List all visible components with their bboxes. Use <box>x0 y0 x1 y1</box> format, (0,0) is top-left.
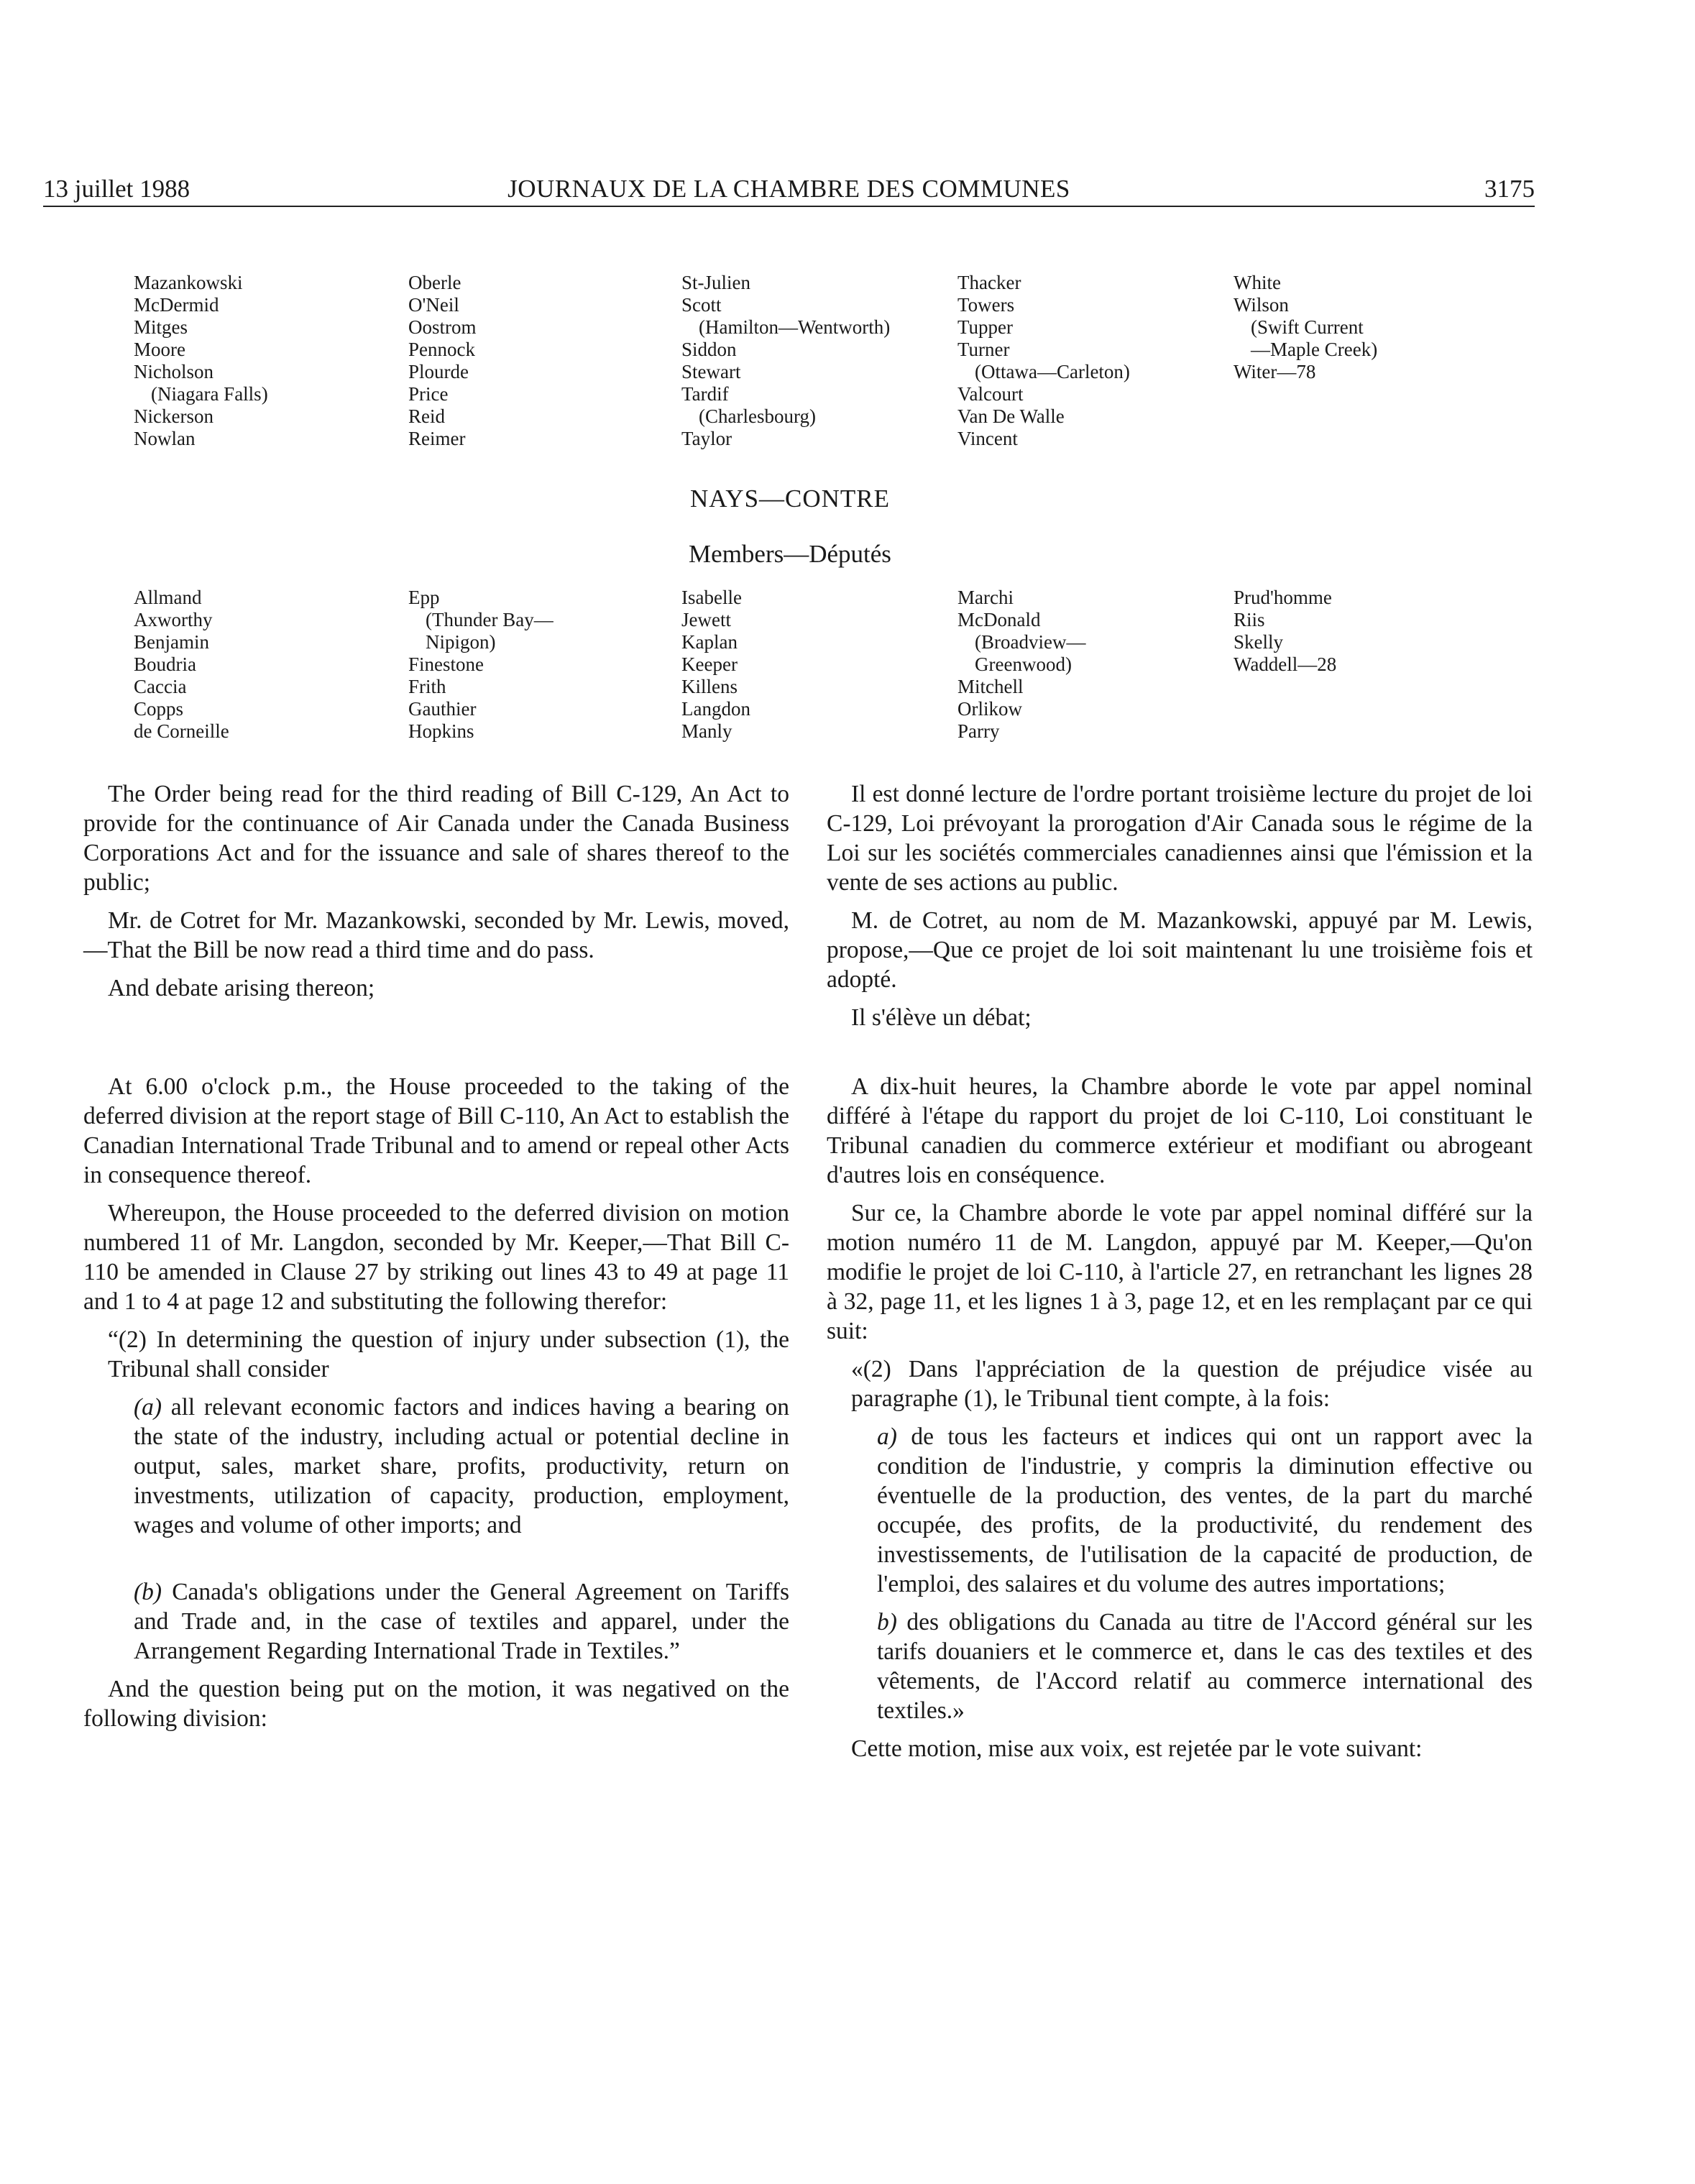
yeas-column-2 <box>408 272 477 450</box>
clause-b <box>83 1577 789 1666</box>
paragraph: Whereupon, the House proceeded to the deferred division on motion numbered 11 of Mr. Langdon, seconded by Mr. Keeper,—That Bill C-110 be amended in Clause 27 by striking out lines 43 to 49 at page 11 and 1 to 4 at page 12 and substituting the following therefor: <box>83 1200 789 1315</box>
member-name: Witer—78 <box>1234 361 1316 382</box>
paragraph: The Order being read for the third reading of Bill C-129, An Act to provide for the continuance of Air Canada under the Canada Business Corporations Act and for the issuance and sale of shares thereof to the public; <box>83 781 789 896</box>
member-name: Valcourt <box>957 383 1024 405</box>
member-name: Kaplan <box>681 631 738 653</box>
member-name: St-Julien <box>681 272 751 293</box>
member-name: Boudria <box>134 653 196 675</box>
member-name: Prud'homme <box>1234 587 1332 608</box>
member-name: Vincent <box>957 428 1018 449</box>
clause-letter: (a) <box>134 1394 162 1421</box>
nays-column-2 <box>408 587 553 743</box>
member-name: Nicholson <box>134 361 213 382</box>
member-name: Marchi <box>957 587 1014 608</box>
french-column-lower <box>827 1072 1533 1772</box>
clause-text: des obligations du Canada au titre de l'Accord général sur les tarifs douaniers et le commerce et, dans le cas des textiles et des vêtements, de l'Accord relatif au commerce international des textiles.» <box>877 1609 1533 1724</box>
member-name: Mazankowski <box>134 272 243 293</box>
member-name: Thacker <box>957 272 1021 293</box>
member-name: Nowlan <box>134 428 196 449</box>
paragraph: M. de Cotret, au nom de M. Mazankowski, appuyé par M. Lewis, propose,—Que ce projet de loi soit maintenant lu une troisième fois et adopté. <box>827 907 1533 993</box>
member-riding: (Niagara Falls) <box>151 383 268 405</box>
member-name: Epp <box>408 587 440 608</box>
member-name: Jewett <box>681 609 731 630</box>
yeas-column-5 <box>1234 272 1377 383</box>
nays-column-5 <box>1234 587 1336 676</box>
nays-column-1 <box>134 587 229 743</box>
member-name: Orlikow <box>957 698 1022 720</box>
member-riding: (Thunder Bay— <box>426 609 553 630</box>
clause-a <box>827 1422 1533 1599</box>
member-name: White <box>1234 272 1281 293</box>
member-name: Towers <box>957 294 1015 316</box>
clause-letter: b) <box>877 1609 897 1635</box>
clause-letter: (b) <box>134 1579 162 1605</box>
yeas-column-3 <box>681 272 890 450</box>
member-riding: (Charlesbourg) <box>699 405 816 427</box>
english-column-upper <box>83 779 789 1011</box>
member-name: Plourde <box>408 361 469 382</box>
nays-column-4 <box>957 587 1085 743</box>
member-name: Oostrom <box>408 316 477 338</box>
member-name: Isabelle <box>681 587 742 608</box>
member-name: Benjamin <box>134 631 209 653</box>
clause-letter: a) <box>877 1423 897 1450</box>
member-name: Parry <box>957 720 1000 742</box>
nays-heading: NAYS—CONTRE <box>689 485 891 513</box>
member-name: Finestone <box>408 653 484 675</box>
member-name: Gauthier <box>408 698 477 720</box>
member-name: Stewart <box>681 361 741 382</box>
paragraph: Cette motion, mise aux voix, est rejetée par le vote suivant: <box>851 1735 1423 1762</box>
member-name: Reid <box>408 405 445 427</box>
members-heading: Members—Députés <box>689 540 891 568</box>
member-name: Mitges <box>134 316 188 338</box>
yeas-column-1 <box>134 272 268 450</box>
member-riding: Nipigon) <box>426 631 496 653</box>
member-name: Keeper <box>681 653 738 675</box>
member-name: Moore <box>134 339 185 360</box>
clause-text: Canada's obligations under the General Agreement on Tariffs and Trade and, in the case of textiles and apparel, under the Arrangement Regarding International Trade in Textiles.” <box>134 1579 789 1664</box>
member-riding: (Broadview— <box>975 631 1086 653</box>
member-riding: (Hamilton—Wentworth) <box>699 316 891 338</box>
member-name: Taylor <box>681 428 732 449</box>
member-name: O'Neil <box>408 294 459 316</box>
member-name: Frith <box>408 676 446 697</box>
paragraph: And the question being put on the motion, it was negatived on the following division: <box>83 1676 789 1732</box>
quoted-amendment: “(2) In determining the question of injury under subsection (1), the Tribunal shall consider <box>108 1326 789 1382</box>
member-name: Siddon <box>681 339 737 360</box>
member-name: McDermid <box>134 294 219 316</box>
member-name: Van De Walle <box>957 405 1065 427</box>
member-name: de Corneille <box>134 720 229 742</box>
paragraph: At 6.00 o'clock p.m., the House proceeded to the taking of the deferred division at the report stage of Bill C-110, An Act to establish the Canadian International Trade Tribunal and to amend or repeal other Acts in consequence thereof. <box>83 1073 789 1188</box>
clause-text: all relevant economic factors and indices having a bearing on the state of the industry, including actual or potential decline in output, sales, market share, profits, productivity, return on investments, utilization of capacity, production, employment, wages and volume of other imports; and <box>134 1394 789 1538</box>
member-name: Allmand <box>134 587 202 608</box>
french-column-upper <box>827 779 1533 1041</box>
member-name: Killens <box>681 676 738 697</box>
member-name: Tupper <box>957 316 1014 338</box>
header-date: 13 juillet 1988 <box>43 175 190 203</box>
paragraph: Sur ce, la Chambre aborde le vote par appel nominal différé sur la motion numéro 11 de M. Langdon, appuyé par M. Keeper,—Qu'on modifie le projet de loi C-110, à l'article 27, en retranchant les lignes 28 à 32, page 11, et les lignes 1 à 3, page 12, et en les remplaçant par ce qui suit: <box>827 1200 1533 1344</box>
yeas-column-4 <box>957 272 1130 450</box>
member-name: Nickerson <box>134 405 213 427</box>
clause-text: de tous les facteurs et indices qui ont un rapport avec la condition de l'industrie, y compris la diminution effective ou éventuelle de la production, des ventes, de la part du marché occupée, des profits, de la productivité, du rendement des investissements, de l'utilisation de la capacité de production, de l'emploi, des salaires et du volume des autres importations; <box>877 1423 1533 1597</box>
member-name: McDonald <box>957 609 1041 630</box>
member-name: Manly <box>681 720 732 742</box>
member-name: Copps <box>134 698 184 720</box>
member-name: Axworthy <box>134 609 213 630</box>
member-name: Hopkins <box>408 720 474 742</box>
paragraph: Mr. de Cotret for Mr. Mazankowski, seconded by Mr. Lewis, moved,—That the Bill be now read a third time and do pass. <box>83 907 789 963</box>
member-name: Skelly <box>1234 631 1284 653</box>
member-riding: —Maple Creek) <box>1251 339 1378 360</box>
member-riding: (Ottawa—Carleton) <box>975 361 1130 382</box>
member-name: Scott <box>681 294 722 316</box>
quoted-amendment: «(2) Dans l'appréciation de la question de préjudice visée au paragraphe (1), le Tribunal tient compte, à la fois: <box>851 1356 1533 1412</box>
member-name: Mitchell <box>957 676 1024 697</box>
paragraph: Il s'élève un débat; <box>851 1004 1032 1031</box>
clause-a <box>83 1392 789 1540</box>
header-page-number: 3175 <box>1484 175 1535 203</box>
member-name: Price <box>408 383 449 405</box>
member-riding: (Swift Current <box>1251 316 1364 338</box>
paragraph: Il est donné lecture de l'ordre portant troisième lecture du projet de loi C-129, Loi prévoyant la prorogation d'Air Canada sous le régime de la Loi sur les sociétés commerciales canadiennes ainsi que l'émission et la vente de ses actions au public. <box>827 781 1533 896</box>
member-name: Langdon <box>681 698 750 720</box>
paragraph: And debate arising thereon; <box>108 975 375 1001</box>
nays-column-3 <box>681 587 750 743</box>
member-name: Tardif <box>681 383 729 405</box>
header-title: JOURNAUX DE LA CHAMBRE DES COMMUNES <box>507 175 1070 203</box>
member-name: Turner <box>957 339 1010 360</box>
member-name: Oberle <box>408 272 461 293</box>
member-name: Reimer <box>408 428 466 449</box>
spacer <box>83 1548 789 1577</box>
member-name: Wilson <box>1234 294 1289 316</box>
member-name: Riis <box>1234 609 1265 630</box>
clause-b <box>827 1607 1533 1725</box>
english-column-lower <box>83 1072 789 1742</box>
member-name: Caccia <box>134 676 187 697</box>
member-riding: Greenwood) <box>975 653 1072 675</box>
paragraph: A dix-huit heures, la Chambre aborde le vote par appel nominal différé à l'étape du rapport du projet de loi C-110, Loi constituant le Tribunal canadien du commerce extérieur et modifiant ou abrogeant d'autres lois en conséquence. <box>827 1073 1533 1188</box>
running-header <box>43 173 1535 207</box>
member-name: Pennock <box>408 339 475 360</box>
member-name: Waddell—28 <box>1234 653 1337 675</box>
